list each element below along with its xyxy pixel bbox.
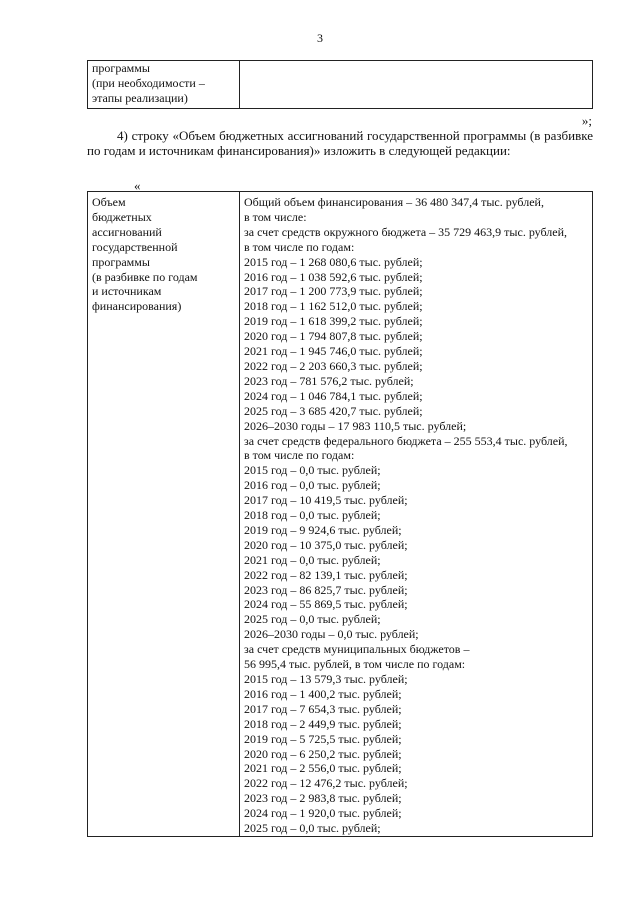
closing-quote: »; (581, 113, 592, 128)
text-line: 2015 год – 0,0 тыс. рублей; (244, 463, 381, 478)
text-line: 2020 год – 1 794 807,8 тыс. рублей; (244, 329, 423, 344)
text-line: 2016 год – 1 400,2 тыс. рублей; (244, 686, 402, 701)
text-line: 2021 год – 2 556,0 тыс. рублей; (244, 761, 402, 776)
text-line: 2022 год – 82 139,1 тыс. рублей; (244, 567, 408, 582)
text-line: программы (92, 254, 150, 269)
text-line: 2016 год – 1 038 592,6 тыс. рублей; (244, 269, 423, 284)
text-line: в том числе: (244, 209, 307, 224)
budget-allocation-table (87, 191, 593, 837)
text-line: в том числе по годам: (244, 448, 355, 463)
text-line: Объем (92, 195, 126, 209)
text-line: 2025 год – 0,0 тыс. рублей; (244, 612, 381, 627)
text-line: 2023 год – 86 825,7 тыс. рублей; (244, 582, 408, 597)
program-stages-table (87, 60, 593, 109)
row-label-lines (92, 195, 235, 314)
text-line: 2015 год – 13 579,3 тыс. рублей; (244, 672, 408, 686)
text-line: 2023 год – 781 576,2 тыс. рублей; (244, 373, 414, 388)
row-label-cell (88, 192, 240, 837)
text-line: государственной (92, 239, 178, 254)
text-line: 2022 год – 12 476,2 тыс. рублей; (244, 776, 408, 791)
text-line: 2026–2030 годы – 0,0 тыс. рублей; (244, 627, 419, 642)
text-line: этапы реализации) (92, 90, 188, 105)
text-line: 2019 год – 5 725,5 тыс. рублей; (244, 731, 402, 746)
text-line: 2018 год – 0,0 тыс. рублей; (244, 508, 381, 523)
table-row (88, 192, 593, 837)
page-number: 3 (317, 31, 323, 45)
text-line: и источникам (92, 284, 162, 299)
text-line: 2018 год – 1 162 512,0 тыс. рублей; (244, 299, 423, 314)
text-line: 2020 год – 10 375,0 тыс. рублей; (244, 537, 408, 552)
row-value-cell (240, 61, 593, 109)
text-line: (в разбивке по годам (92, 269, 198, 284)
text-line: 2026–2030 годы – 17 983 110,5 тыс. рублей; (244, 418, 467, 433)
text-line: 2017 год – 10 419,5 тыс. рублей; (244, 493, 408, 508)
text-line: программы (92, 61, 150, 75)
text-line: 2017 год – 1 200 773,9 тыс. рублей; (244, 284, 423, 299)
text-line: 2024 год – 1 920,0 тыс. рублей; (244, 806, 402, 821)
text-line: за счет средств окружного бюджета – 35 729 463,9 тыс. рублей, (244, 224, 568, 239)
text-line: за счет средств федерального бюджета – 255 553,4 тыс. рублей, (244, 433, 568, 448)
text-line: Общий объем финансирования – 36 480 347,4 тыс. рублей, (244, 195, 544, 209)
text-line: 2016 год – 0,0 тыс. рублей; (244, 478, 381, 493)
row-label-cell (88, 61, 240, 109)
text-line: 2015 год – 1 268 080,6 тыс. рублей; (244, 254, 423, 269)
text-line: 2020 год – 6 250,2 тыс. рублей; (244, 746, 402, 761)
text-line: 2024 год – 1 046 784,1 тыс. рублей; (244, 388, 423, 403)
text-line: 2019 год – 9 924,6 тыс. рублей; (244, 522, 402, 537)
opening-quote: « (134, 178, 141, 193)
text-line: бюджетных (92, 209, 152, 224)
text-line: ассигнований (92, 224, 162, 239)
amendment-paragraph: 4) строку «Объем бюджетных ассигнований государственной программы (в разбивке по годам и источникам финансирования)» изложить в следующей редакции: (87, 128, 593, 159)
row-label-lines (92, 61, 235, 106)
text-line: финансирования) (92, 299, 182, 314)
text-line: 2017 год – 7 654,3 тыс. рублей; (244, 701, 402, 716)
row-value-cell (240, 192, 593, 837)
text-line: 2018 год – 2 449,9 тыс. рублей; (244, 716, 402, 731)
table-row (88, 61, 593, 109)
text-line: (при необходимости – (92, 75, 205, 90)
text-line: 2025 год – 0,0 тыс. рублей; (244, 821, 381, 836)
text-line: 2023 год – 2 983,8 тыс. рублей; (244, 791, 402, 806)
row-value-lines (244, 195, 588, 836)
text-line: 56 995,4 тыс. рублей, в том числе по годам: (244, 657, 466, 672)
text-line: 2021 год – 0,0 тыс. рублей; (244, 552, 381, 567)
text-line: за счет средств муниципальных бюджетов – (244, 642, 470, 657)
text-line: в том числе по годам: (244, 239, 355, 254)
text-line: 2022 год – 2 203 660,3 тыс. рублей; (244, 358, 423, 373)
text-line: 2024 год – 55 869,5 тыс. рублей; (244, 597, 408, 612)
text-line: 2021 год – 1 945 746,0 тыс. рублей; (244, 344, 423, 359)
text-line: 2025 год – 3 685 420,7 тыс. рублей; (244, 403, 423, 418)
text-line: 2019 год – 1 618 399,2 тыс. рублей; (244, 314, 423, 329)
